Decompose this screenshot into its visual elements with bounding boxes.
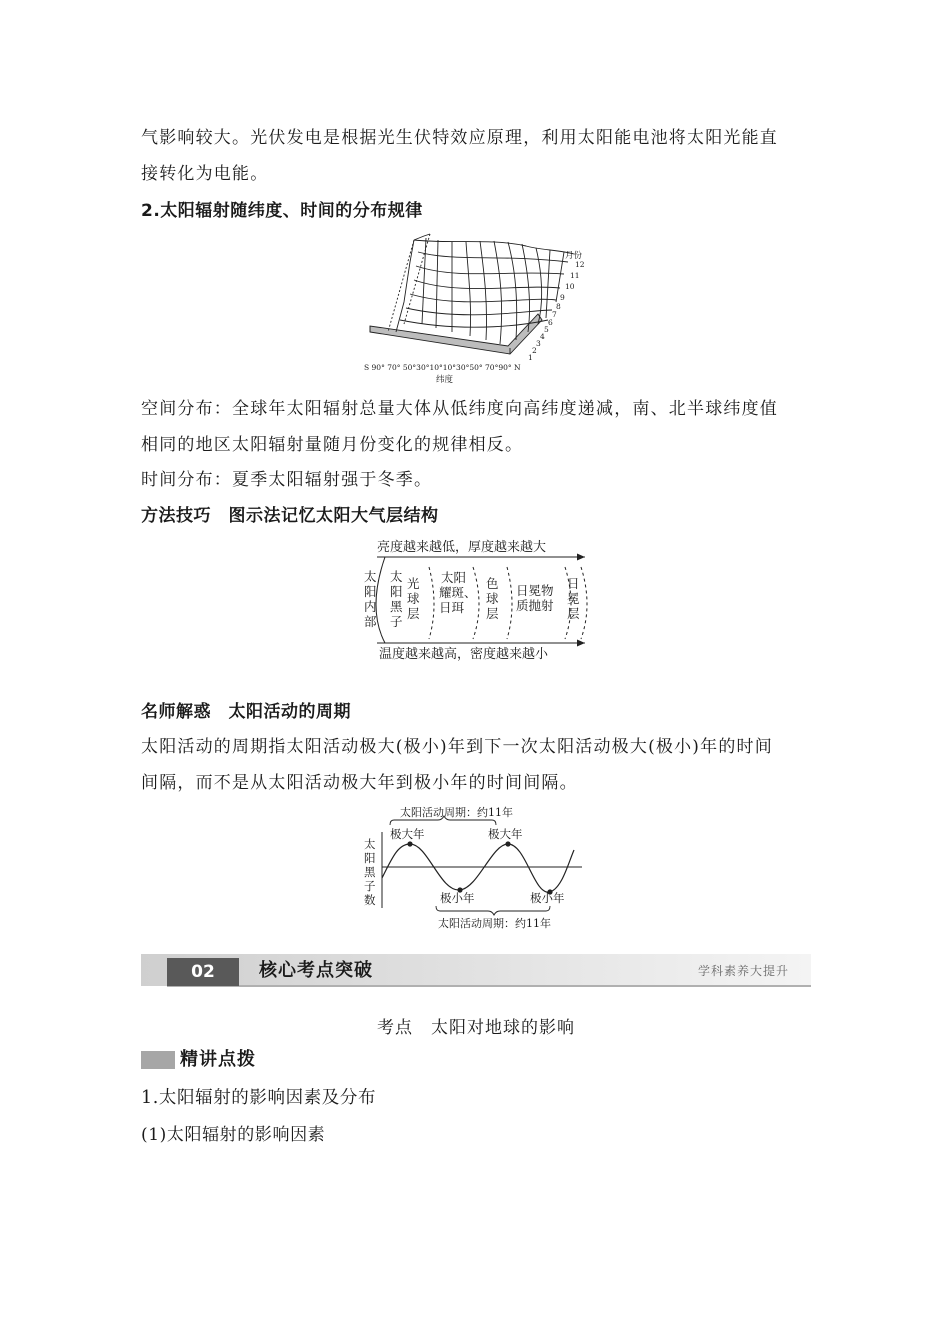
layer-chromosphere: 色 [486,576,499,591]
month-tick: 11 [570,271,580,280]
y-axis-label [364,837,376,907]
layer-flare: 太阳 [441,570,467,585]
month-tick: 5 [544,325,549,334]
banner-title: 核心考点突破 [259,960,373,981]
layer-interior: 内 [364,599,377,614]
section-banner [141,954,811,988]
month-tick: 9 [560,293,565,302]
layer-interior: 太 [364,569,377,584]
layer-corona: 层 [567,606,580,621]
max-year-label: 极大年 [488,827,523,841]
arrow-right-icon [577,554,585,561]
layer-sunspot: 太 [390,569,403,584]
layer-interior: 部 [364,614,377,629]
y-axis-char: 阳 [364,851,376,865]
latitude-ticks: S 90° 70° 50°30°10°10°30°50° 70°90° N [364,363,521,372]
month-tick: 6 [548,318,553,327]
y-axis-char: 黑 [364,865,376,879]
para1-line1: 气影响较大。光伏发电是根据光生伏特效应原理，利用太阳能电池将太阳光能直 [141,128,778,148]
layer-cme: 质抛射 [516,598,554,613]
layer-sunspot: 黑 [390,599,403,614]
banner-underline [167,985,811,987]
top-brace-label: 太阳活动周期：约11年 [400,806,513,819]
layer-corona: 冕 [567,591,580,606]
max-point [407,841,412,846]
max-point [505,841,510,846]
sunspot-cycle-figure [360,800,590,936]
layer-photosphere: 球 [407,591,420,606]
radiation-surface-figure [360,232,600,384]
y-axis-char: 子 [364,879,376,893]
bottom-brace-label: 太阳活动周期：约11年 [438,917,551,930]
layer-photosphere: 层 [407,606,420,621]
y-axis-char: 数 [364,893,376,907]
cycle-line1: 太阳活动的周期指太阳活动极大(极小)年到下一次太阳活动极大(极小)年的时间 [141,737,773,757]
min-year-label: 极小年 [440,891,475,905]
temporal-distribution: 时间分布：夏季太阳辐射强于冬季。 [141,470,433,490]
layer-sunspot: 阳 [390,584,403,599]
bottom-brace [436,906,550,915]
month-tick: 7 [552,310,557,319]
layer-flare: 耀斑、 [439,585,477,600]
solar-atmosphere-figure [355,533,600,663]
banner-number: 02 [167,958,239,986]
spatial-line2: 相同的地区太阳辐射量随月份变化的规律相反。 [141,435,524,455]
month-tick: 1 [528,353,533,362]
heading-influencing-factors: 1.太阳辐射的影响因素及分布 [141,1088,377,1108]
layer-sunspot: 子 [390,614,403,629]
layer-chromosphere: 球 [486,591,499,606]
banner-subtitle: 学科素养大提升 [697,964,789,978]
method-heading: 方法技巧 图示法记忆太阳大气层结构 [141,506,439,526]
month-tick: 2 [532,346,537,355]
layer-corona: 日 [567,576,580,591]
month-tick: 10 [565,282,575,291]
topic-title: 考点 太阳对地球的影响 [377,1018,575,1038]
top-arrow-label: 亮度越来越低，厚度越来越大 [377,540,547,555]
subheading-marker [141,1051,175,1069]
teacher-heading: 名师解惑 太阳活动的周期 [141,702,351,722]
month-tick: 8 [556,302,561,311]
layer-flare: 日珥 [439,600,465,615]
month-tick: 3 [536,339,541,348]
subheading-factors: (1)太阳辐射的影响因素 [141,1125,326,1145]
layer-cme: 日冕物 [516,583,554,598]
month-tick: 12 [575,260,585,269]
month-axis-label: 月份 [565,251,583,261]
bottom-arrow-label: 温度越来越高，密度越来越小 [379,647,549,662]
para1-line2: 接转化为电能。 [141,164,269,184]
layer-interior: 阳 [364,584,377,599]
min-year-label: 极小年 [530,891,565,905]
subheading: 精讲点拨 [180,1049,256,1070]
max-year-label: 极大年 [390,827,425,841]
section-heading: 2.太阳辐射随纬度、时间的分布规律 [141,201,423,221]
y-axis-char: 太 [364,837,376,851]
layer-chromosphere: 层 [486,606,499,621]
cycle-line2: 间隔，而不是从太阳活动极大年到极小年的时间间隔。 [141,773,578,793]
arrow-right-icon [577,640,585,647]
month-tick: 4 [540,332,545,341]
sunspot-curve [382,844,574,892]
latitude-axis-label: 纬度 [436,375,454,384]
spatial-line1: 空间分布：全球年太阳辐射总量大体从低纬度向高纬度递减，南、北半球纬度值 [141,399,778,419]
layer-photosphere: 光 [407,576,420,591]
